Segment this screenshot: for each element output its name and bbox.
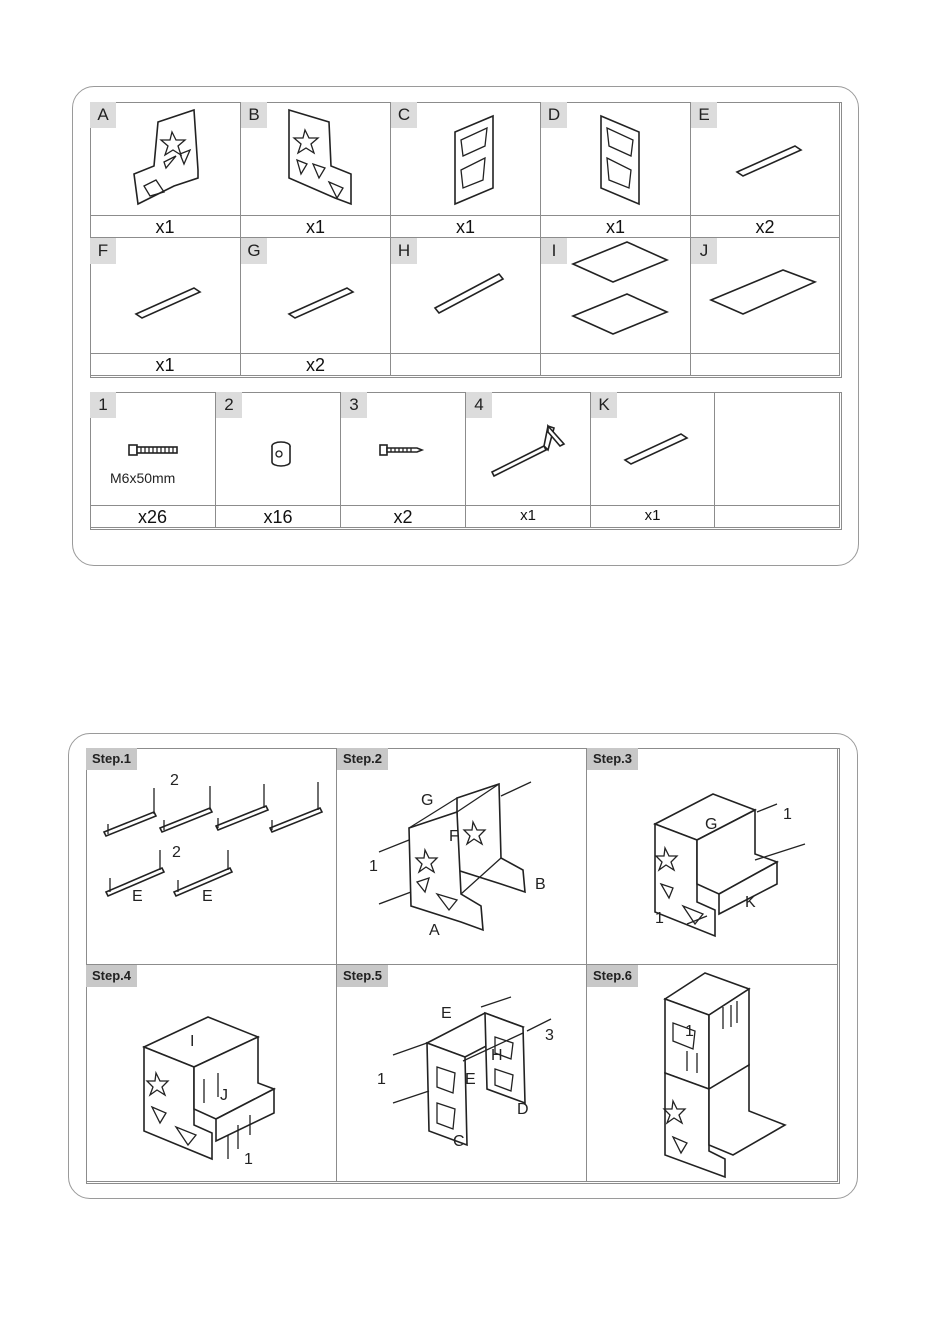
step-label: 1: [685, 1023, 694, 1040]
step-label: B: [535, 876, 546, 893]
hardware-tag: 4: [466, 392, 492, 418]
bolt-icon: [128, 444, 178, 456]
part-cell-i: [541, 238, 691, 354]
rail-e-icon: [735, 142, 805, 182]
qty-label: x1: [455, 217, 475, 237]
hardware-tag: 2: [216, 392, 242, 418]
step-6: [587, 965, 838, 1182]
part-tag: D: [541, 102, 567, 128]
boards-i-icon: [569, 240, 669, 352]
step-label: 2: [170, 772, 179, 789]
step-label: F: [449, 828, 459, 845]
step-label: 1: [655, 910, 664, 927]
part-cell-a: [90, 102, 241, 216]
step-label: 1: [244, 1151, 253, 1168]
hardware-cell-allen-key: [466, 392, 591, 506]
step-label: 3: [545, 1027, 554, 1044]
qty-cell: [90, 354, 241, 376]
part-cell-h: [391, 238, 541, 354]
step-label: 1: [377, 1071, 386, 1088]
part-cell-d: [541, 102, 691, 216]
qty-label: x1: [155, 217, 175, 237]
step-title: Step.2: [337, 748, 388, 770]
qty-cell: [691, 354, 840, 376]
step-label: C: [453, 1133, 465, 1150]
qty-cell: [541, 354, 691, 376]
hardware-cell-empty: [715, 392, 840, 506]
part-cell-c: [391, 102, 541, 216]
learning-tower-complete-icon: [657, 969, 797, 1179]
step-3: [587, 748, 838, 965]
qty-cell: [391, 216, 541, 238]
part-cell-e: [691, 102, 840, 216]
part-cell-b: [241, 102, 391, 216]
step-label: E: [202, 888, 213, 905]
screw-icon: [379, 444, 423, 456]
qty-cell: [715, 506, 840, 528]
qty-cell: [90, 506, 216, 528]
step-label: 1: [369, 858, 378, 875]
step-label: G: [705, 816, 718, 833]
part-tag: E: [691, 102, 717, 128]
frame-assembly-step2-icon: [377, 774, 547, 944]
step-label: 2: [172, 844, 181, 861]
step-label: A: [429, 922, 440, 939]
step-label: G: [421, 792, 434, 809]
step-title: Step.1: [86, 748, 137, 770]
qty-label: x1: [644, 507, 661, 524]
upper-frame-step5-icon: [391, 995, 561, 1155]
qty-label: x1: [605, 217, 625, 237]
step-label: K: [745, 894, 756, 911]
qty-cell: [216, 506, 341, 528]
rod-h-icon: [431, 270, 507, 316]
step-label: J: [220, 1087, 228, 1104]
part-tag: F: [90, 238, 116, 264]
part-tag: A: [90, 102, 116, 128]
qty-label: x2: [755, 217, 775, 237]
qty-cell: [541, 216, 691, 238]
step-title: Step.6: [587, 965, 638, 987]
part-tag: G: [241, 238, 267, 264]
qty-label: x2: [305, 355, 325, 375]
qty-cell: [241, 354, 391, 376]
step-label: 1: [783, 806, 792, 823]
rail-g-icon: [287, 284, 357, 324]
qty-cell: [90, 216, 241, 238]
qty-label: x16: [263, 507, 293, 527]
hardware-tag: 1: [90, 392, 116, 418]
qty-cell: [391, 354, 541, 376]
qty-label: x1: [155, 355, 175, 375]
qty-cell: [341, 506, 466, 528]
qty-cell: [466, 506, 591, 528]
part-tag: C: [391, 102, 417, 128]
qty-label: x2: [393, 507, 413, 527]
allen-key-icon: [490, 424, 570, 476]
hardware-tag: 3: [341, 392, 367, 418]
step-label: H: [491, 1047, 503, 1064]
front-panel-c-icon: [449, 114, 499, 212]
hardware-tag: K: [591, 392, 617, 418]
hardware-cell-bolt: [90, 392, 216, 506]
qty-cell: [691, 216, 840, 238]
part-tag: H: [391, 238, 417, 264]
step-title: Step.4: [86, 965, 137, 987]
step-label: D: [517, 1101, 529, 1118]
part-tag: B: [241, 102, 267, 128]
bolt-size-note: M6x50mm: [110, 470, 176, 486]
board-j-icon: [709, 264, 821, 334]
qty-label: x1: [520, 507, 536, 524]
part-cell-j: [691, 238, 840, 354]
step-label: E: [441, 1005, 452, 1022]
step-stool-step4-icon: [138, 995, 288, 1165]
step-label: E: [465, 1071, 476, 1088]
step-2: [337, 748, 587, 965]
step-label: E: [132, 888, 143, 905]
part-tag: J: [691, 238, 717, 264]
step-title: Step.5: [337, 965, 388, 987]
step-label: I: [190, 1033, 195, 1050]
front-panel-d-icon: [595, 114, 645, 212]
slat-icon: [623, 430, 689, 470]
step-4: [86, 965, 337, 1182]
step-1: [86, 748, 337, 965]
part-tag: I: [541, 238, 567, 264]
hardware-cell-slat-k: [591, 392, 715, 506]
part-cell-f: [90, 238, 241, 354]
side-panel-a-icon: [128, 108, 208, 212]
rail-f-icon: [134, 284, 204, 324]
step-5: [337, 965, 587, 1182]
barrel-nut-icon: [270, 440, 292, 468]
qty-cell: [591, 506, 715, 528]
side-panel-b-icon: [279, 108, 359, 212]
qty-cell: [241, 216, 391, 238]
step-title: Step.3: [587, 748, 638, 770]
qty-label: x26: [137, 507, 168, 527]
hardware-cell-screw: [341, 392, 466, 506]
qty-label: x1: [305, 217, 325, 237]
part-cell-g: [241, 238, 391, 354]
hardware-cell-barrel-nut: [216, 392, 341, 506]
